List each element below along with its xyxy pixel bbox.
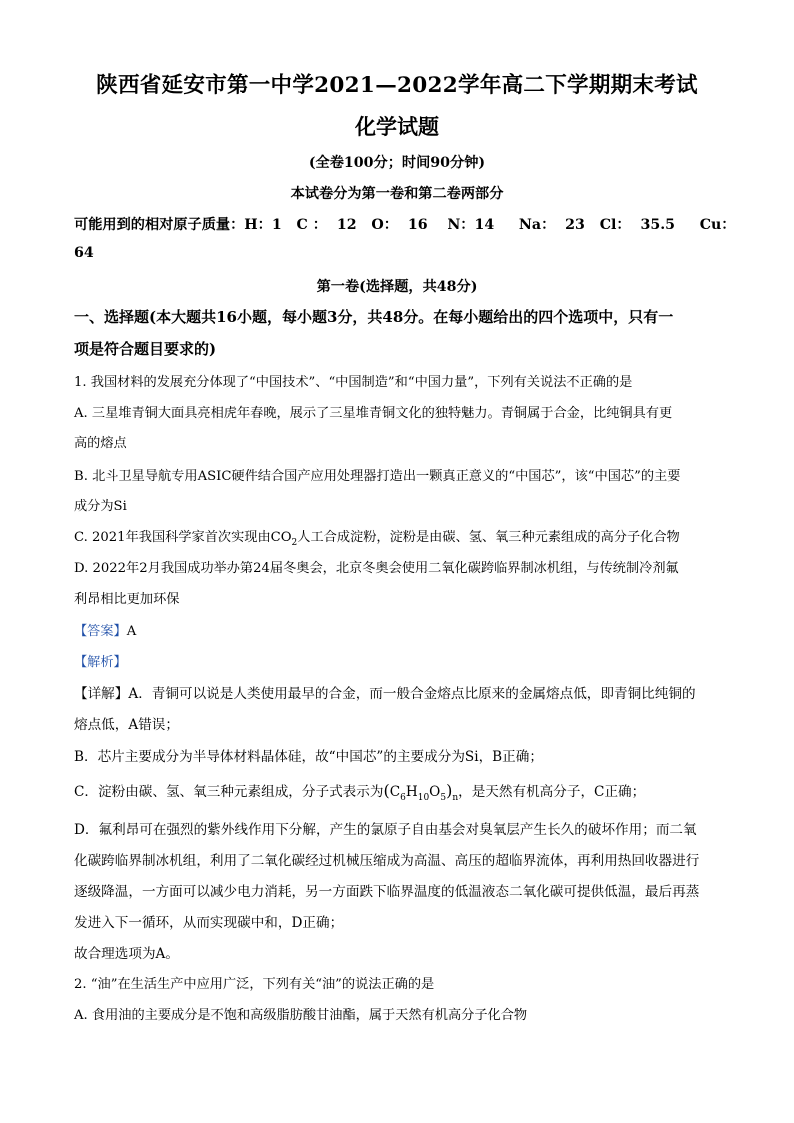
formula-sub-6: 6 (400, 793, 406, 803)
detail-a (74, 682, 734, 702)
question-1-option-d: D. 2022年2月我国成功举办第24届冬奥会，北京冬奥会使用二氧化碳跨临界制冰机组，与传统制冷剂氟 (74, 561, 679, 576)
answer-value: A (126, 624, 137, 639)
detail-conclusion: 故合理选项为A。 (74, 946, 179, 962)
question-2-stem: 2. “油”在生活生产中应用广泛，下列有关“油”的说法正确的是 (74, 977, 435, 992)
detail-a-text: A．青铜可以说是人类使用最早的合金，而一般合金熔点比原来的金属熔点低，即青铜比纯铜的 (128, 686, 696, 702)
question-1-option-a-cont: 高的熔点 (74, 436, 127, 451)
detail-c (74, 780, 734, 803)
formula-sub-5: 5 (440, 793, 447, 803)
question-1-option-a: A. 三星堆青铜大面具亮相虎年春晚，展示了三星堆青铜文化的独特魅力。青铜属于合金，比纯铜具有更 (74, 406, 673, 421)
formula-o: O (429, 784, 441, 800)
detail-a-cont: 熔点低，A错误； (74, 717, 179, 733)
formula-sub-10: 10 (417, 793, 430, 803)
answer-row (74, 620, 734, 639)
formula-sub-n: n (452, 793, 459, 803)
question-2-option-a: A. 食用油的主要成分是不饱和高级脂肪酸甘油酯，属于天然有机高分子化合物 (74, 1008, 528, 1023)
detail-d-cont-2: 逐级降温，一方面可以减少电力消耗，另一方面跌下临界温度的低温液态二氧化碳可提供低温，最后再蒸 (74, 884, 700, 900)
option-c-text-cont: 人工合成淀粉，淀粉是由碳、氢、氧三种元素组成的高分子化合物 (297, 530, 680, 545)
section-instructions-cont: 项是符合题目要求的) (74, 340, 217, 358)
formula-close-paren: ) (446, 781, 453, 800)
co2-subscript: 2 (291, 538, 298, 548)
detail-d-cont-3: 发进入下一循环，从而实现碳中和，D正确； (74, 915, 344, 931)
atomic-mass-line-cont: 64 (74, 245, 94, 261)
detail-label: 【详解】 (74, 686, 129, 702)
detail-d: D．氟利昂可在强烈的紫外线作用下分解，产生的氯原子自由基会对臭氧层产生长久的破坏作用；而二氧 (74, 822, 697, 838)
question-1-option-b-cont: 成分为Si (74, 499, 127, 514)
section-instructions: 一、选择题(本大题共16小题，每小题3分，共48分。在每小题给出的四个选项中，只有一 (74, 308, 674, 326)
option-c-text: C. 2021年我国科学家首次实现由CO (74, 530, 292, 545)
formula-open-paren: ( (383, 781, 390, 800)
detail-b: B．芯片主要成分为半导体材料晶体硅，故“中国芯”的主要成分为Si，B正确； (74, 749, 543, 765)
volume-title: 第一卷(选择题，共48分) (316, 279, 478, 295)
detail-c-text: C．淀粉由碳、氢、氧三种元素组成，分子式表示为 (74, 784, 384, 800)
exam-title: 陕西省延安市第一中学2021—2022学年高二下学期期末考试 (96, 73, 698, 98)
formula-c: C (389, 784, 401, 800)
exam-parts-note: 本试卷分为第一卷和第二卷两部分 (290, 186, 504, 202)
atomic-mass-line: 可能用到的相对原子质量：H：1 C ： 12 O： 16 N：14 Na： 23 Cl： 35.5 Cu： (74, 217, 736, 233)
question-1-option-c (74, 526, 734, 548)
question-1-stem: 1. 我国材料的发展充分体现了“中国技术”、“中国制造”和“中国力量”，下列有关说法不正确的是 (74, 375, 633, 390)
answer-label: 【答案】 (74, 624, 127, 639)
question-1-option-b: B. 北斗卫星导航专用ASIC硬件结合国产应用处理器打造出一颗真正意义的“中国芯”，该“中国芯”的主要 (74, 469, 681, 484)
formula-h: H (405, 784, 418, 800)
analysis-label: 【解析】 (74, 655, 127, 670)
detail-c-text-cont: ，是天然有机高分子，C正确； (458, 784, 646, 800)
exam-subtitle: 化学试题 (355, 114, 439, 139)
detail-d-cont-1: 化碳跨临界制冰机组，利用了二氧化碳经过机械压缩成为高温、高压的超临界流体，再利用热回收器进行 (74, 853, 700, 869)
exam-meta: (全卷100分；时间90分钟) (308, 155, 486, 171)
question-1-option-d-cont: 利昂相比更加环保 (74, 592, 180, 607)
